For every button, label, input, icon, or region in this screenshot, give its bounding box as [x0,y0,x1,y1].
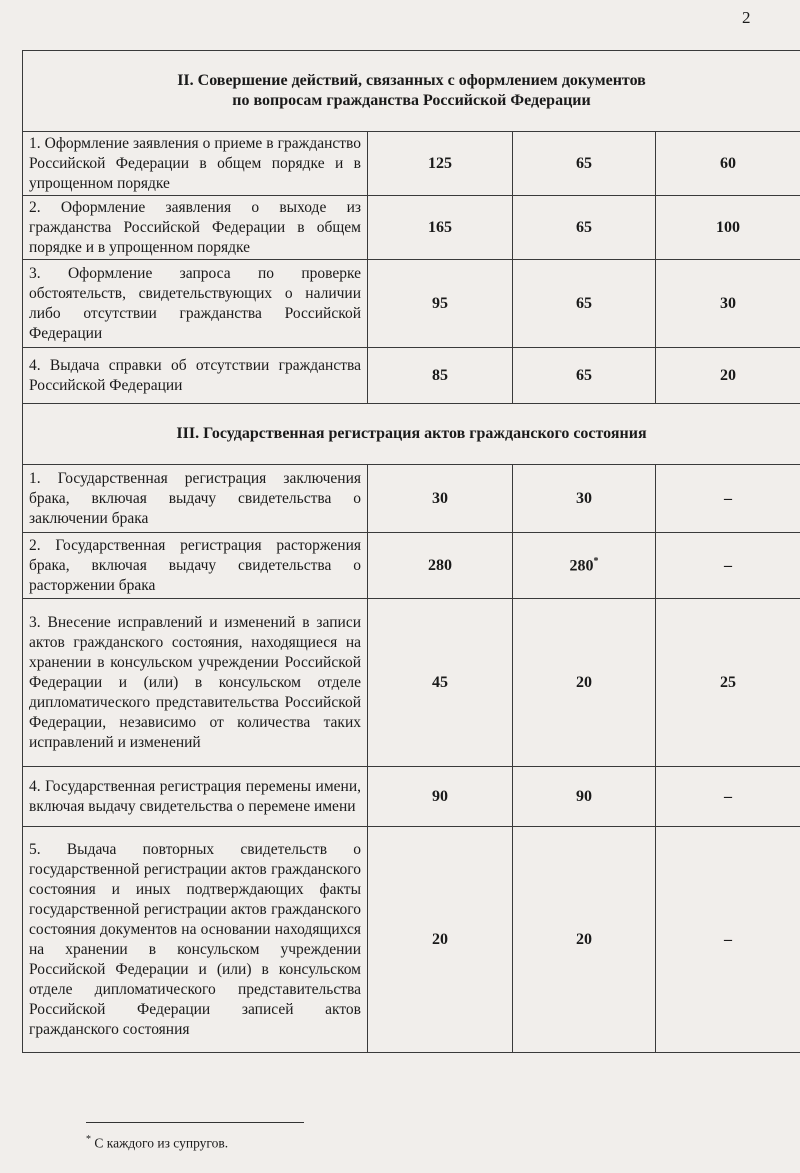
service-description: 3. Оформление запроса по проверке обстоятельств, свидетельствующих о наличии либо отсутствии гражданства Российской Федерации [23,260,368,348]
fee-value: 25 [656,599,800,767]
fee-value: 65 [513,260,656,348]
fee-value: 30 [513,465,656,533]
fee-value-with-footnote [513,533,656,599]
fee-value: – [656,465,800,533]
fee-value: 165 [368,196,513,260]
fee-value: 20 [513,827,656,1053]
footnote-divider [86,1122,304,1123]
page-number: 2 [742,8,751,27]
fee-value: 45 [368,599,513,767]
service-description: 2. Государственная регистрация расторжения брака, включая выдачу свидетельства о расторжении брака [23,533,368,599]
fee-value: 65 [513,132,656,196]
fee-value: – [656,827,800,1053]
section-title [23,404,800,465]
section-title-line: по вопросам гражданства Российской Федерации [232,92,591,109]
service-description: 3. Внесение исправлений и изменений в записи актов гражданского состояния, находящиеся на хранении в консульском учреждении Российской Федерации и (или) в консульском отделе дипломатического представительства Российской Федерации, независимо от количества таких исправлений и изменений [23,599,368,767]
section-header-row [23,404,800,465]
fee-value: 125 [368,132,513,196]
service-description: 2. Оформление заявления о выходе из гражданства Российской Федерации в общем порядке и в упрощенном порядке [23,196,368,260]
service-description: 4. Выдача справки об отсутствии гражданства Российской Федерации [23,348,368,404]
fee-value: 100 [656,196,800,260]
footnote-marker: * [86,1134,91,1145]
fee-value: 30 [656,260,800,348]
table-row [23,767,800,827]
service-description: 5. Выдача повторных свидетельств о государственной регистрации актов гражданского состояния и иных подтверждающих факты государственной регистрации актов гражданского состояния документов на основании находящихся на хранении в консульском учреждении Российской Федерации и (или) в консульском отделе дипломатического представительства Российской Федерации записей актов гражданского состояния [23,827,368,1053]
fee-value: 95 [368,260,513,348]
service-description: 1. Оформление заявления о приеме в гражданство Российской Федерации в общем порядке и в упрощенном порядке [23,132,368,196]
fee-value: 20 [368,827,513,1053]
fee-value: 20 [656,348,800,404]
section-title-line: II. Совершение действий, связанных с оформлением документов [177,72,646,89]
table-row [23,132,800,196]
table-row [23,599,800,767]
table-row [23,533,800,599]
fee-table [22,50,800,1053]
fee-value: 90 [368,767,513,827]
service-description: 1. Государственная регистрация заключения брака, включая выдачу свидетельства о заключении брака [23,465,368,533]
table-row [23,827,800,1053]
fee-value: – [656,767,800,827]
fee-value: 65 [513,196,656,260]
fee-value: 20 [513,599,656,767]
table-row [23,348,800,404]
footnote [86,1134,228,1152]
fee-value: – [656,533,800,599]
section-title [23,51,800,132]
table-row [23,196,800,260]
fee-value: 90 [513,767,656,827]
fee-value: 85 [368,348,513,404]
section-header-row [23,51,800,132]
fee-value: 280 [368,533,513,599]
footnote-text: С каждого из супругов. [94,1135,229,1151]
fee-value: 30 [368,465,513,533]
footnote-marker: * [593,555,599,567]
fee-value: 60 [656,132,800,196]
table-row [23,260,800,348]
fee-value: 280 [569,557,594,575]
service-description: 4. Государственная регистрация перемены имени, включая выдачу свидетельства о перемене имени [23,767,368,827]
section-title-line: III. Государственная регистрация актов гражданского состояния [176,425,647,442]
fee-value: 65 [513,348,656,404]
table-row [23,465,800,533]
